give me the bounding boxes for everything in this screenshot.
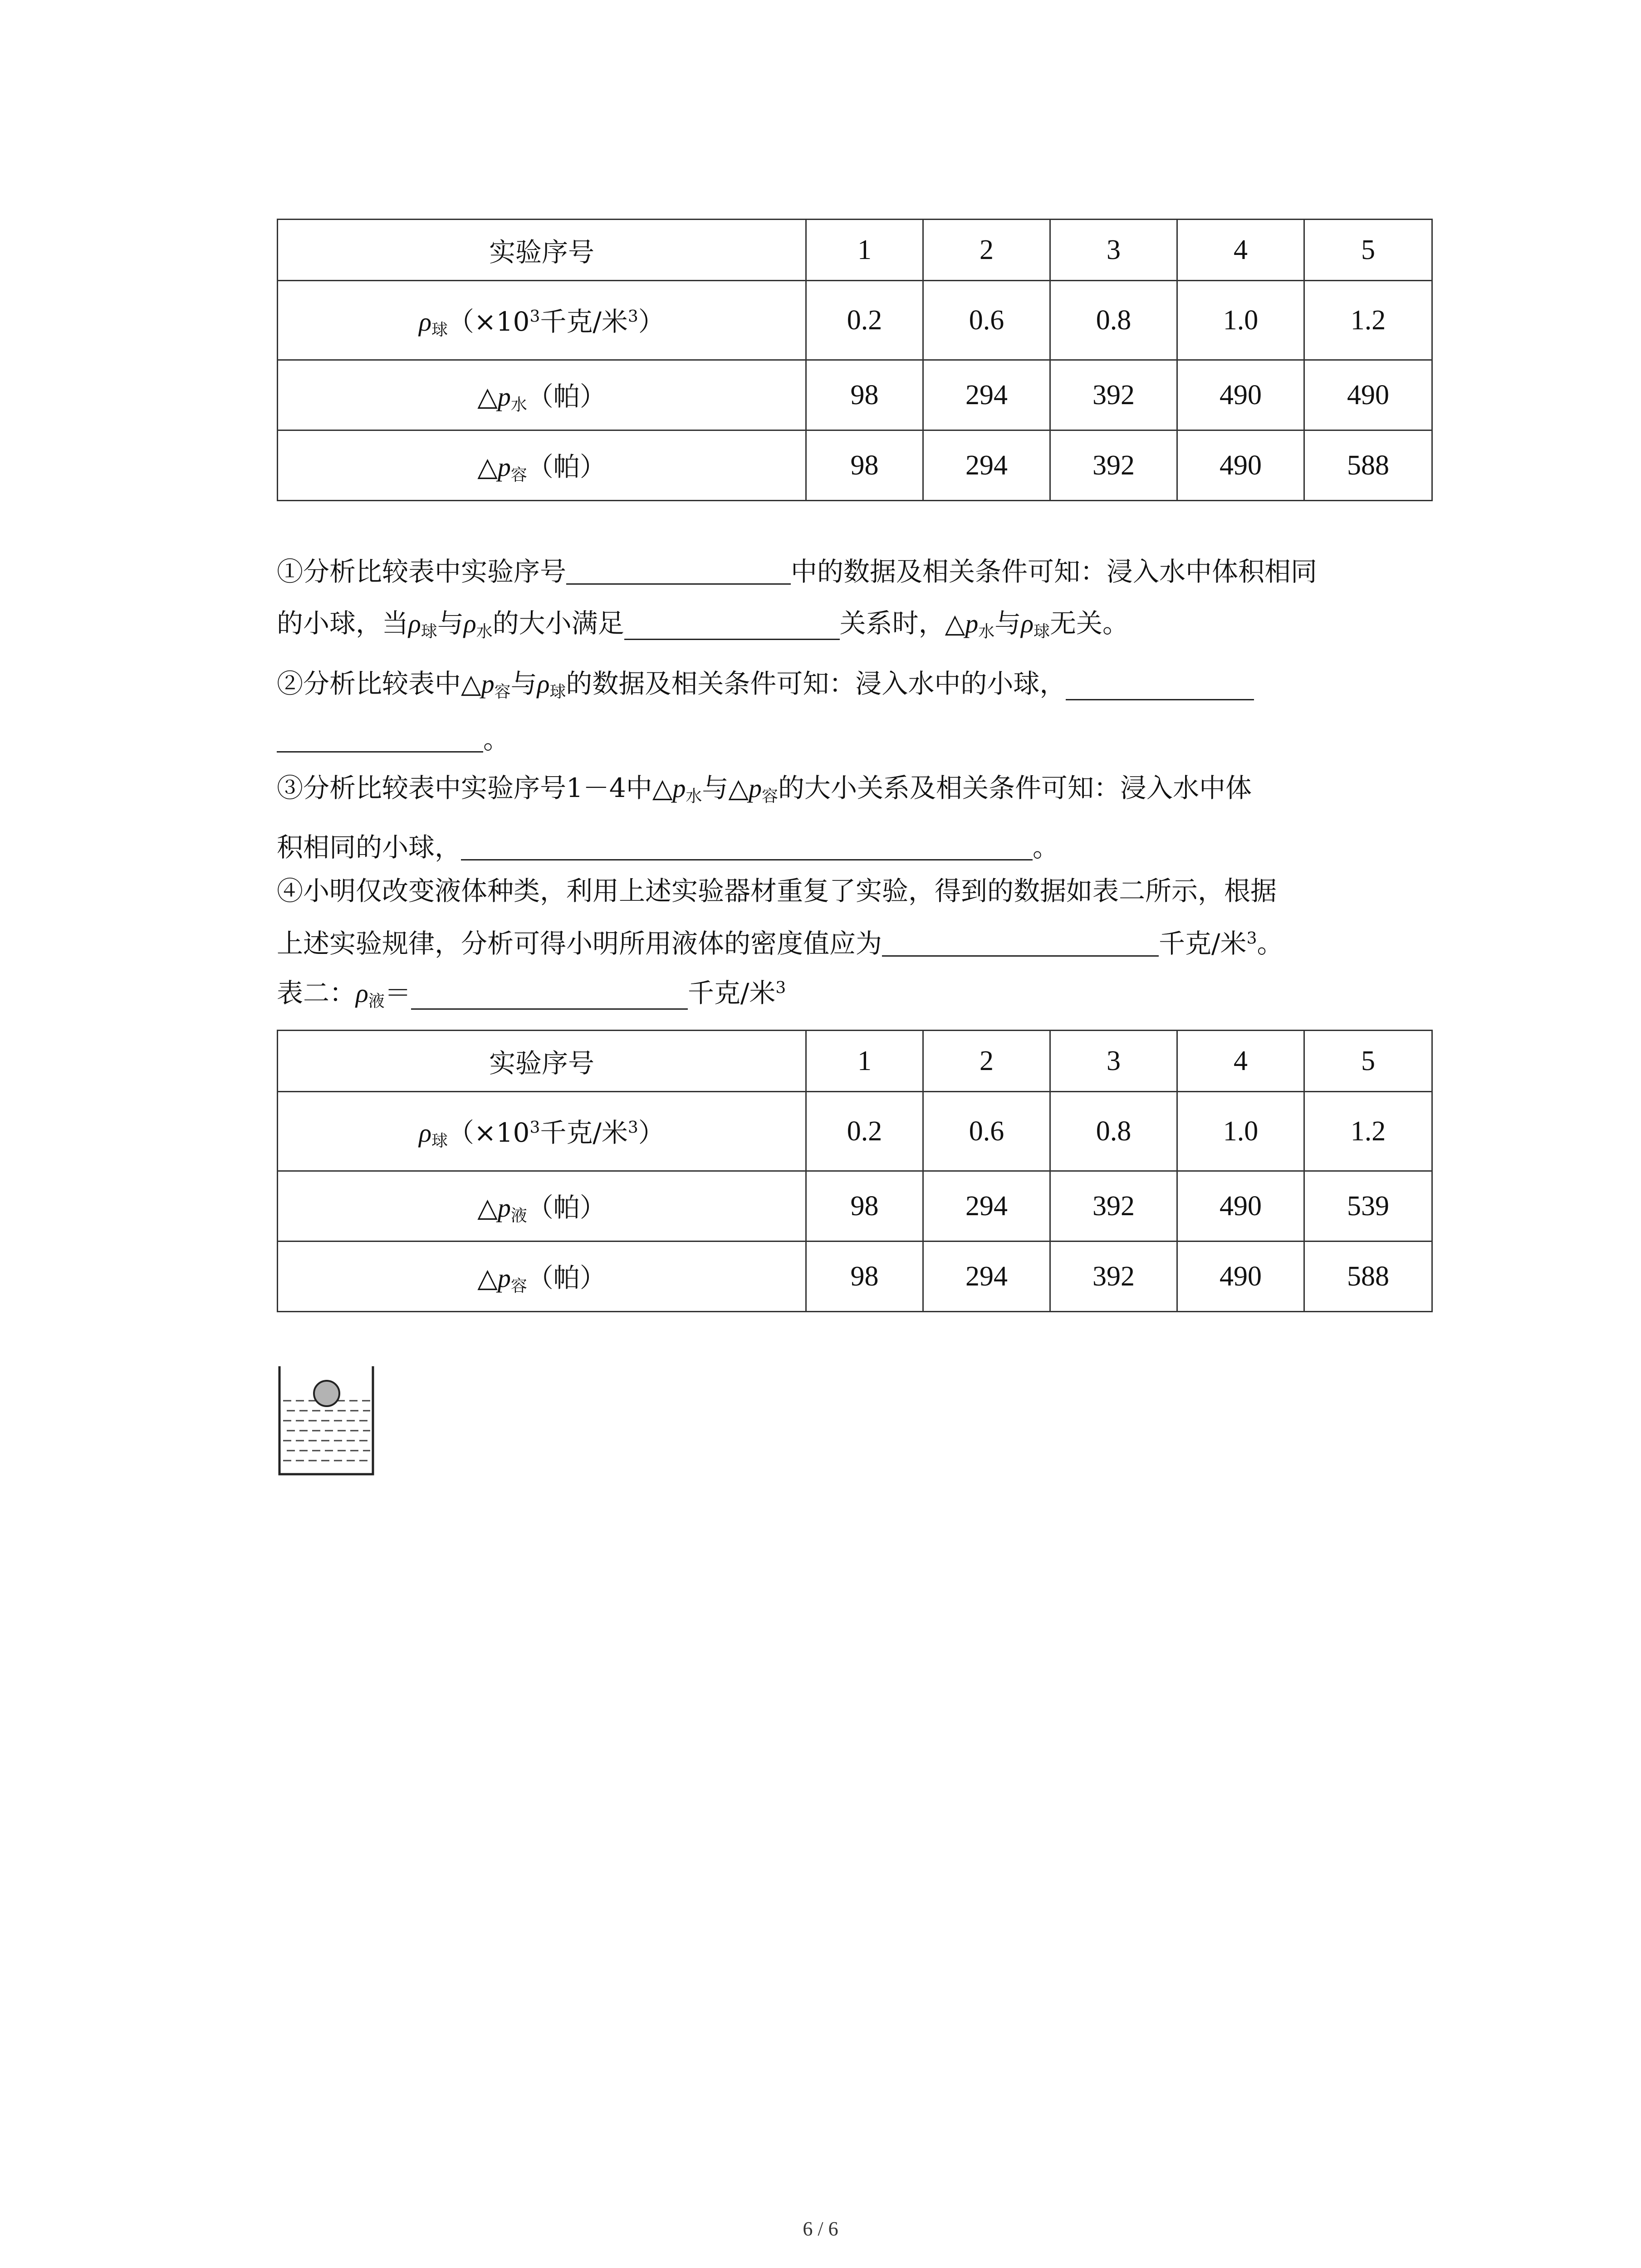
subscript: 球 [431,1132,448,1151]
unit-text: 千克/米 [540,1117,628,1148]
table-cell: 588 [1304,430,1432,501]
experiment-table-1 [277,219,1433,501]
question-text: 的数据及相关条件可知：浸入水中的小球， [566,668,1066,699]
subscript: 液 [510,1207,527,1226]
superscript: 3 [529,307,540,326]
question-text: 积相同的小球， [277,832,461,863]
question-text: 。 [1033,832,1059,863]
triangle-symbol: △ [477,1192,498,1223]
table-cell: 392 [1050,1171,1177,1242]
subscript: 球 [431,321,448,340]
header-label: 实验序号 [278,220,806,281]
experiment-table-2 [277,1030,1433,1312]
unit-text: 千克/米 [687,978,776,1008]
question-text: 与 [702,772,729,803]
table-cell: 490 [1177,360,1304,430]
table-row [278,1242,1432,1312]
p-symbol: p [497,452,511,482]
answer-blank[interactable] [461,834,1033,860]
answer-blank[interactable] [1066,674,1254,700]
p-symbol: p [481,669,495,699]
unit-text: （帕） [527,1262,606,1293]
subscript: 水 [686,787,702,806]
table-cell: 294 [923,1242,1050,1312]
container-with-ball-diagram [278,1365,375,1476]
triangle-symbol: △ [461,668,481,699]
question-text: ①分析比较表中实验序号 [277,556,567,587]
question-text: 关系时， [839,608,945,639]
subscript: 水 [510,396,527,415]
rho-symbol: ρ [419,307,432,337]
p-symbol: p [749,773,762,803]
header-cell: 5 [1304,1031,1432,1092]
triangle-symbol: △ [728,772,749,803]
question-3-line-1 [277,772,1252,806]
table-cell: 0.6 [923,281,1050,360]
question-2-line-2 [277,726,509,753]
subscript: 容 [510,1277,527,1296]
table-cell: 1.0 [1177,281,1304,360]
header-cell: 3 [1050,220,1177,281]
row-label-rho-ball [278,1092,806,1171]
question-text: 与 [437,608,464,639]
water-dashes [283,1401,370,1461]
table-cell: 392 [1050,1242,1177,1312]
question-2-line-1 [277,670,1254,700]
answer-blank[interactable] [566,558,791,585]
unit-text: （×10 [448,306,530,337]
caption-text: 表二： [277,978,356,1008]
table-cell: 588 [1304,1242,1432,1312]
unit-text: ） [638,306,665,337]
table-cell: 98 [806,1171,923,1242]
question-text: 的大小满足 [492,608,624,639]
subscript: 水 [978,622,995,641]
table-cell: 1.0 [1177,1092,1304,1171]
header-cell: 4 [1177,1031,1304,1092]
table-cell: 0.6 [923,1092,1050,1171]
table-cell: 490 [1177,1171,1304,1242]
question-1-line-2 [277,610,1129,640]
rho-symbol: ρ [408,609,421,638]
unit-text: 千克/米 [540,306,628,337]
p-symbol: p [497,1263,511,1293]
table-cell: 98 [806,360,923,430]
row-label-dp-liquid [278,1171,806,1242]
floating-ball-icon [314,1381,339,1406]
rho-symbol: ρ [463,609,476,638]
row-label-rho-ball [278,281,806,360]
page-number: 6 / 6 [803,2218,838,2240]
header-cell: 1 [806,1031,923,1092]
table-cell: 294 [923,1171,1050,1242]
question-3-line-2 [277,832,1059,863]
rho-symbol: ρ [537,669,550,699]
question-text: 。 [483,724,510,755]
table-cell: 98 [806,1242,923,1312]
table-row [278,1092,1432,1171]
unit-text: （帕） [527,381,606,412]
header-cell: 2 [923,1031,1050,1092]
question-text: ②分析比较表中 [277,668,461,699]
row-label-dp-water [278,360,806,430]
triangle-symbol: △ [652,772,673,803]
rho-symbol: ρ [1021,609,1034,638]
unit-text: ） [638,1117,665,1148]
table-row [278,1031,1432,1092]
header-cell: 5 [1304,220,1432,281]
table-cell: 1.2 [1304,1092,1432,1171]
unit-text: （帕） [527,451,606,482]
table-cell: 0.2 [806,1092,923,1171]
subscript: 球 [421,622,437,641]
header-cell: 2 [923,220,1050,281]
question-text: 。 [1257,928,1283,959]
question-text: ③分析比较表中实验序号1－4中 [277,772,652,803]
p-symbol: p [497,1193,511,1222]
table-cell: 392 [1050,430,1177,501]
table-row [278,281,1432,360]
question-1-line-1 [277,558,1317,585]
unit-text: （×10 [448,1117,530,1148]
question-4-line-1 [277,875,1277,906]
subscript: 水 [476,622,493,641]
question-text: 上述实验规律，分析可得小明所用液体的密度值应为 [277,928,882,959]
question-text: 无关。 [1050,608,1129,639]
table-cell: 392 [1050,360,1177,430]
row-label-dp-container [278,430,806,501]
question-text: 的大小关系及相关条件可知：浸入水中体 [778,772,1252,803]
superscript: 3 [529,1118,540,1137]
table-cell: 539 [1304,1171,1432,1242]
table-cell: 0.8 [1050,1092,1177,1171]
table-cell: 490 [1177,1242,1304,1312]
caption-text: ＝ [384,978,411,1008]
answer-blank[interactable] [411,983,688,1010]
question-text: 中的数据及相关条件可知：浸入水中体积相同 [791,556,1318,587]
subscript: 容 [510,466,527,485]
table-cell: 0.2 [806,281,923,360]
table-cell: 1.2 [1304,281,1432,360]
question-text: ④小明仅改变液体种类，利用上述实验器材重复了实验，得到的数据如表二所示，根据 [277,875,1277,906]
triangle-symbol: △ [945,608,965,639]
rho-symbol: ρ [356,978,368,1008]
subscript: 容 [762,787,778,806]
header-cell: 4 [1177,220,1304,281]
p-symbol: p [672,773,686,803]
header-cell: 1 [806,220,923,281]
triangle-symbol: △ [477,381,498,412]
table-cell: 490 [1177,430,1304,501]
unit-text: （帕） [527,1192,606,1223]
subscript: 球 [549,683,566,702]
table-row [278,360,1432,430]
table-row [278,220,1432,281]
table-cell: 294 [923,430,1050,501]
table-cell: 294 [923,360,1050,430]
triangle-symbol: △ [477,1262,498,1293]
question-text: 与 [510,668,537,699]
superscript: 3 [627,307,638,326]
table-cell: 490 [1304,360,1432,430]
subscript: 容 [494,683,511,702]
table-row [278,1171,1432,1242]
question-4-line-2 [277,930,1283,957]
p-symbol: p [497,381,511,411]
triangle-symbol: △ [477,451,498,482]
answer-blank[interactable] [624,613,840,640]
superscript: 3 [775,978,786,997]
row-label-dp-container [278,1242,806,1312]
question-text: 与 [994,608,1021,639]
table-cell: 98 [806,430,923,501]
question-text: 的小球，当 [277,608,409,639]
p-symbol: p [965,609,979,638]
superscript: 3 [1246,929,1257,948]
rho-symbol: ρ [419,1118,432,1148]
header-cell: 3 [1050,1031,1177,1092]
subscript: 液 [368,992,385,1011]
answer-blank[interactable] [882,930,1159,957]
header-label: 实验序号 [278,1031,806,1092]
unit-text: 千克/米 [1159,928,1247,959]
table-cell: 0.8 [1050,281,1177,360]
table-2-caption [277,980,786,1010]
superscript: 3 [627,1118,638,1137]
subscript: 球 [1034,622,1050,641]
answer-blank-continued[interactable] [277,726,483,753]
table-row [278,430,1432,501]
